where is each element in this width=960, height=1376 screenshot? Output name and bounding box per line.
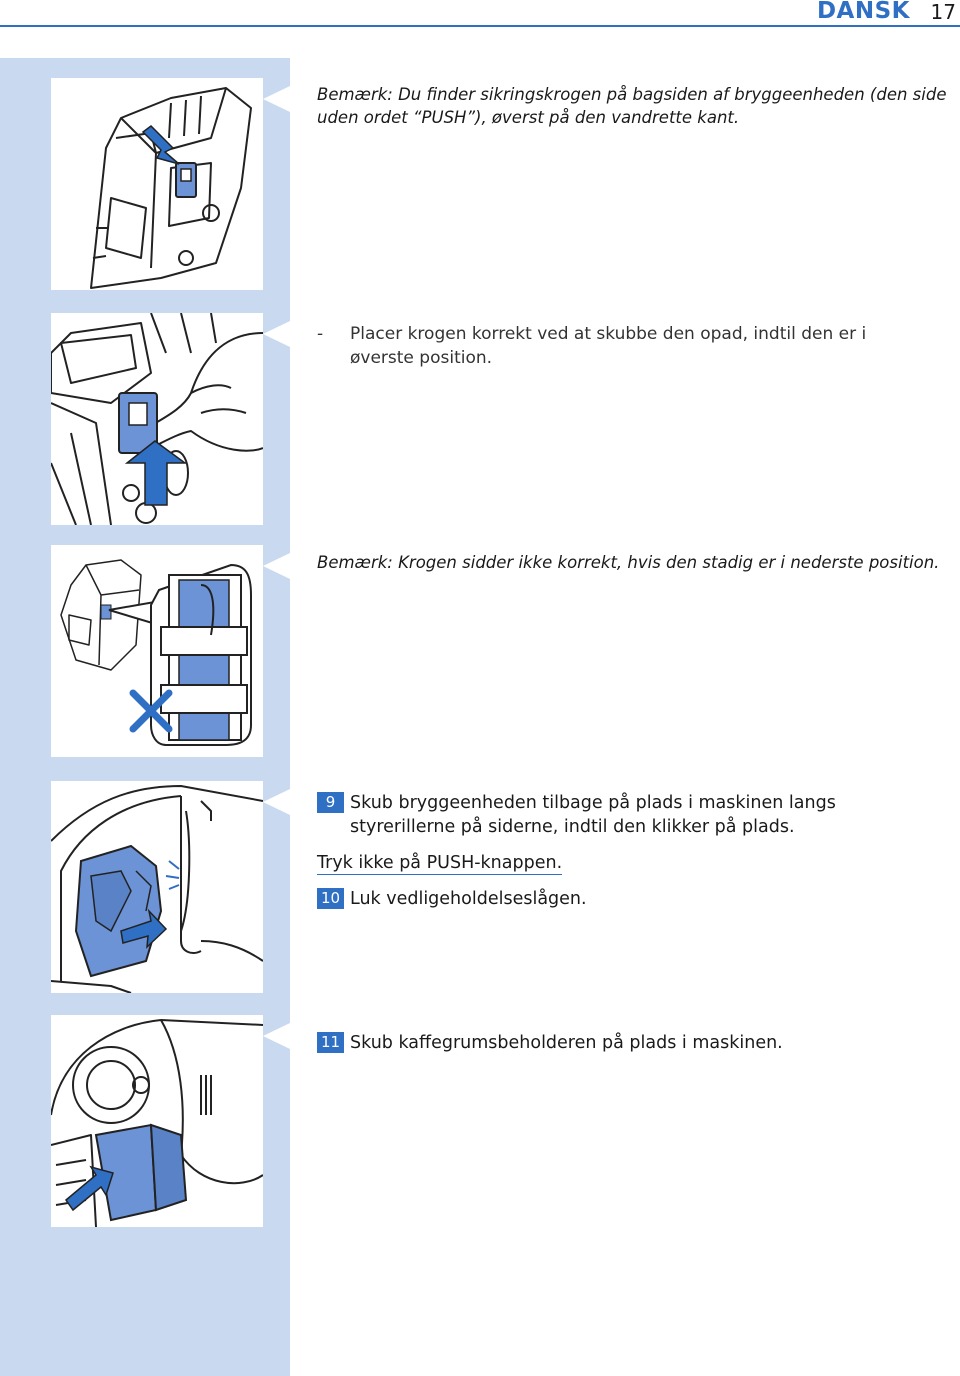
panel-pointer <box>263 789 290 815</box>
page-number: 17 <box>930 0 956 24</box>
note-hook-location: Bemærk: Du finder sikringskrogen på bagsiden af bryggeenheden (den side uden ordet “PUSH”), øverst på den vandrette kant. <box>317 85 947 127</box>
panel-pointer <box>263 86 290 112</box>
step-text: Luk vedligeholdelseslågen. <box>350 889 587 909</box>
step-number: 10 <box>317 888 344 909</box>
step-11 <box>317 1031 947 1055</box>
insert-grounds-container-illustration <box>51 1015 263 1227</box>
step-text: Skub bryggeenheden tilbage på plads i maskinen langs styrerillerne på siderne, indtil den klikker på plads. <box>350 793 836 837</box>
wrong-hook-position-illustration <box>51 545 263 757</box>
header-rule <box>0 25 960 27</box>
note-hook-wrong: Bemærk: Krogen sidder ikke korrekt, hvis den stadig er i nederste position. <box>317 553 940 572</box>
panel-pointer <box>263 553 290 579</box>
step-9 <box>317 791 942 839</box>
bullet-place-hook <box>317 322 917 370</box>
push-hook-up-illustration <box>51 313 263 525</box>
step-number: 9 <box>317 792 344 813</box>
warning-label: Tryk ikke på PUSH-knappen. <box>317 853 563 873</box>
step-text: Skub kaffegrumsbeholderen på plads i maskinen. <box>350 1033 783 1053</box>
language-label: DANSK <box>816 0 910 24</box>
panel-pointer <box>263 1023 290 1049</box>
bullet-text: Placer krogen korrekt ved at skubbe den opad, indtil den er i øverste position. <box>350 324 867 368</box>
step-number: 11 <box>317 1032 344 1053</box>
insert-brew-group-illustration <box>51 781 263 993</box>
brew-group-hook-illustration <box>51 78 263 290</box>
bullet-marker: - <box>317 324 324 344</box>
step-10 <box>317 887 947 911</box>
panel-pointer <box>263 321 290 347</box>
warning-text <box>317 851 947 875</box>
